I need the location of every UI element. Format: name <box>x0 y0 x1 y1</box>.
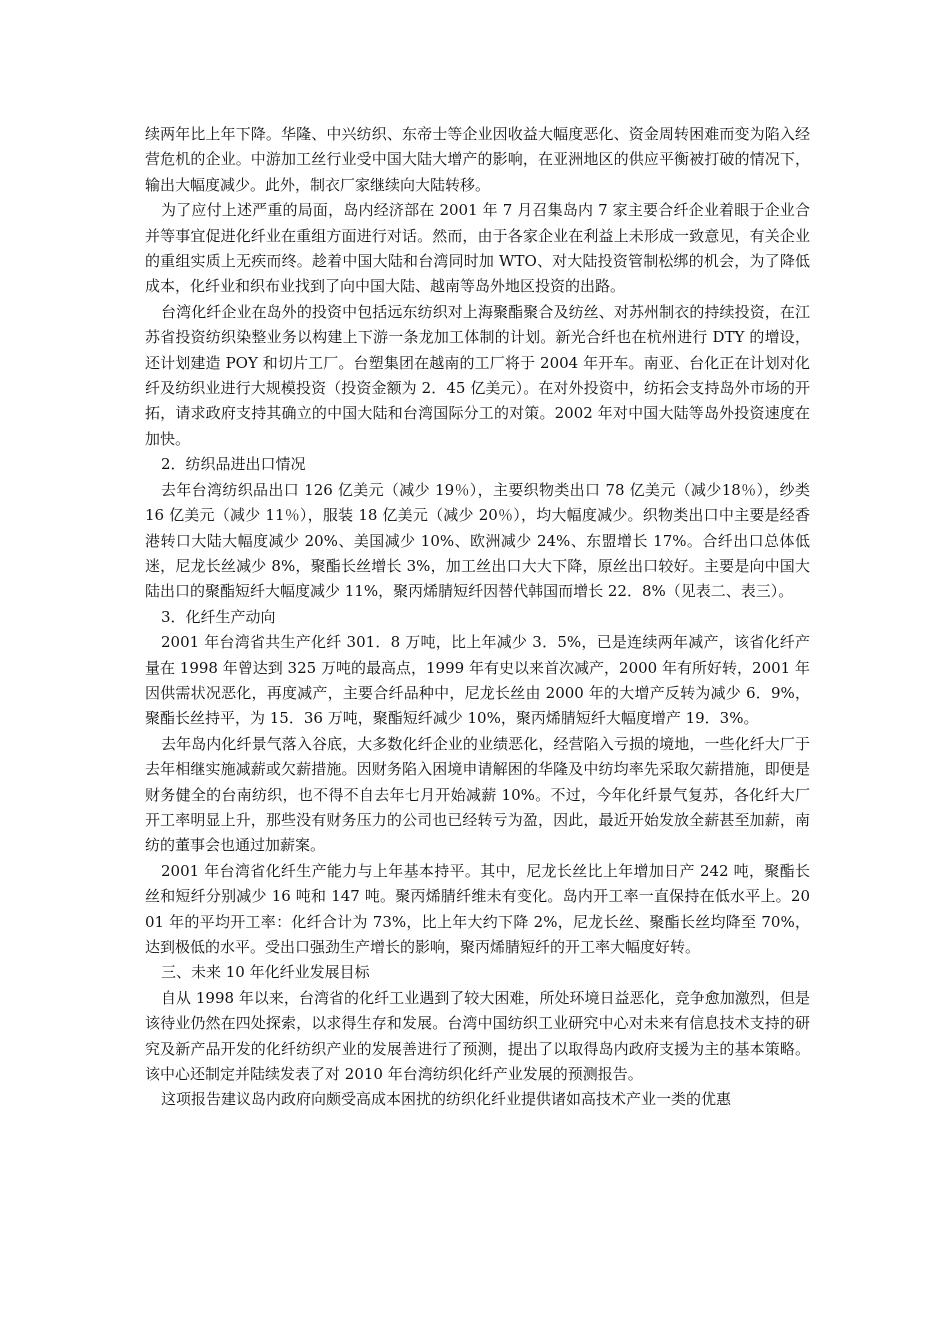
paragraph-1: 续两年比上年下降。华隆、中兴纺织、东帝士等企业因收益大幅度恶化、资金周转困难而变为陷入经营危机的企业。中游加工丝行业受中国大陆大增产的影响，在亚洲地区的供应平衡被打破的情况下，输出大幅度减少。此外，制衣厂家继续向大陆转移。 <box>145 125 810 194</box>
paragraph-3: 台湾化纤企业在岛外的投资中包括远东纺织对上海聚酯聚合及纺丝、对苏州制衣的持续投资，在江苏省投资纺织染整业务以构建上下游一条龙加工体制的计划。新光合纤也在杭州进行 DTY 的增设，还计划建造 POY 和切片工厂。台塑集团在越南的工厂将于 2004 年开车。南亚、台化正在计划对化纤及纺织业进行大规模投资（投资金额为 2．45 亿美元）。在对外投资中，纺拓会支持岛外市场的开拓，请求政府支持其确立的中国大陆和台湾国际分工的对策。2002 年对中国大陆等岛外投资速度在加快。 <box>145 302 810 448</box>
section-heading-fiber-production: 3．化纤生产动向 <box>161 607 276 626</box>
paragraph-7: 2001 年台湾省化纤生产能力与上年基本持平。其中，尼龙长丝比上年增加日产 242 吨，聚酯长丝和短纤分别减少 16 吨和 147 吨。聚丙烯腈纤维未有变化。岛内开工率一直保持在低水平上。2001 年的平均开工率：化纤合计为 73%，比上年大约下降 2%，尼龙长丝、聚酯长丝均降至 70%，达到极低的水平。受出口强劲生产增长的影响，聚丙烯腈短纤的开工率大幅度好转。 <box>145 861 810 956</box>
section-heading-textile-trade: 2．纺织品进出口情况 <box>161 455 306 474</box>
paragraph-5: 2001 年台湾省共生产化纤 301．8 万吨，比上年减少 3．5%，已是连续两年减产，该省化纤产量在 1998 年曾达到 325 万吨的最高点，1999 年有史以来首次减产，2000 年有所好转，2001 年因供需状况恶化，再度减产，主要合纤品种中，尼龙长丝由 2000 年的大增产反转为减少 6．9%，聚酯长丝持平，为 15．36 万吨，聚酯短纤减少 10%，聚丙烯腈短纤大幅度增产 19．3%。 <box>145 633 810 728</box>
document-body <box>145 122 810 1113</box>
paragraph-9: 这项报告建议岛内政府向颇受高成本困扰的纺织化纤业提供诸如高技术产业一类的优惠 <box>161 1090 732 1109</box>
paragraph-8: 自从 1998 年以来，台湾省的化纤工业遇到了较大困难，所处环境日益恶化，竞争愈加激烈，但是该待业仍然在四处探索，以求得生存和发展。台湾中国纺织工业研究中心对未来有信息技术支持的研究及新产品开发的化纤纺织产业的发展善进行了预测，提出了以取得岛内政府支援为主的基本策略。该中心还制定并陆续发表了对 2010 年台湾纺织化纤产业发展的预测报告。 <box>145 988 810 1084</box>
paragraph-6: 去年岛内化纤景气落入谷底，大多数化纤企业的业绩恶化，经营陷入亏损的境地，一些化纤大厂于去年相继实施减薪或欠薪措施。因财务陷入困境申请解困的华隆及中纺均率先采取欠薪措施，即便是财务健全的台南纺织，也不得不自去年七月开始减薪 10%。不过，今年化纤景气复苏，各化纤大厂开工率明显上升，那些没有财务压力的公司也已经转亏为盈，因此，最近开始发放全薪甚至加薪，南纺的董事会也通过加薪案。 <box>145 734 810 855</box>
section-heading-future-goals: 三、未来 10 年化纤业发展目标 <box>161 963 370 982</box>
paragraph-2: 为了应付上述严重的局面，岛内经济部在 2001 年 7 月召集岛内 7 家主要合纤企业着眼于企业合并等事宜促进化纤业在重组方面进行对话。然而，由于各家企业在利益上未形成一致意见，有关企业的重组实质上无疾而终。趁着中国大陆和台湾同时加 WTO、对大陆投资管制松绑的机会，为了降低成本，化纤业和织布业找到了向中国大陆、越南等岛外地区投资的出路。 <box>145 201 810 296</box>
paragraph-4: 去年台湾纺织品出口 126 亿美元（减少 19％），主要织物类出口 78 亿美元（减少18％），纱类 16 亿美元（减少 11％），服装 18 亿美元（减少 20％），均大幅度减少。织物类出口中主要是经香港转口大陆大幅度减少 20%、美国减少 10%、欧洲减少 24%、东盟增长 17%。合纤出口总体低迷，尼龙长丝减少 8%，聚酯长丝增长 3%，加工丝出口大大下降，原丝出口较好。主要是向中国大陆出口的聚酯短纤大幅度减少 11%，聚丙烯腈短纤因替代韩国而增长 22．8%（见表二、表三）。 <box>145 480 810 601</box>
